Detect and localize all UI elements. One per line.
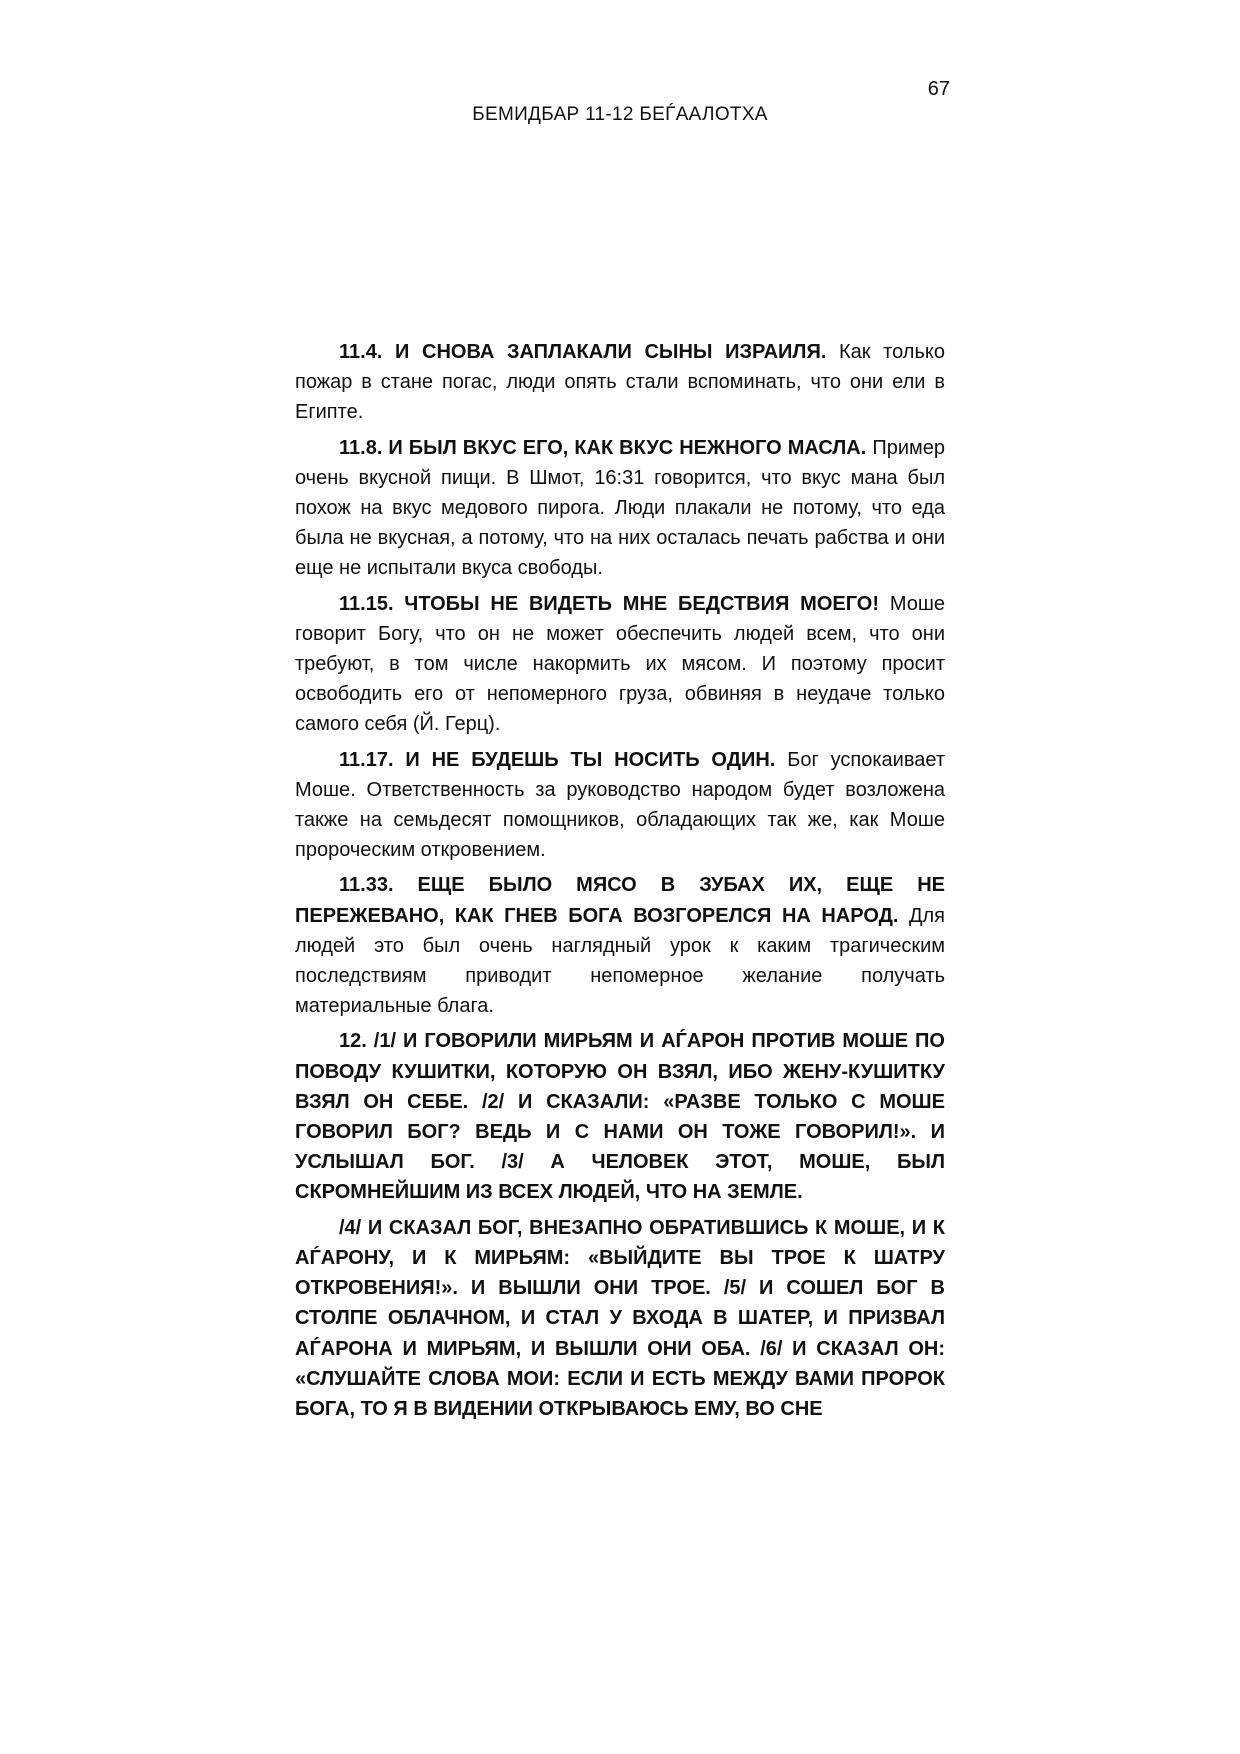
commentary-text: Как только пожар в стане погас, люди опять стали вспоминать, что они ели в Египте. <box>295 341 945 424</box>
verse-quote: 12. /1/ И ГОВОРИЛИ МИРЬЯМ И АЃАРОН ПРОТИВ МОШЕ ПО ПОВОДУ КУШИТКИ, КОТОРУЮ ОН ВЗЯЛ, ИБО ЖЕНУ-КУШИТКУ ВЗЯЛ ОН СЕБЕ. /2/ И СКАЗАЛИ: «РАЗВЕ ТОЛЬКО С МОШЕ ГОВОРИЛ БОГ? ВЕДЬ И С НАМИ ОН ТОЖЕ ГОВОРИЛ!». И УСЛЫШАЛ БОГ. /3/ А ЧЕЛОВЕК ЭТОТ, МОШЕ, БЫЛ СКРОМНЕЙШИМ ИЗ ВСЕХ ЛЮДЕЙ, ЧТО НА ЗЕМЛЕ. <box>295 1030 945 1204</box>
commentary-text: Для людей это был очень наглядный урок к каким трагическим последствиям приводит непомерное желание получать материальные блага. <box>295 904 945 1018</box>
commentary-text: Пример очень вкусной пищи. В Шмот, 16:31 говорится, что вкус мана был похож на вкус медового пирога. Люди плакали не потому, что еда была не вкусная, а потому, что на них осталась печать рабства и они еще не испытали вкуса свободы. <box>295 436 945 580</box>
verse-quote: 11.33. ЕЩЕ БЫЛО МЯСО В ЗУБАХ ИХ, ЕЩЕ НЕ ПЕРЕЖЕВАНО, КАК ГНЕВ БОГА ВОЗГОРЕЛСЯ НА НАРОД. <box>295 874 945 927</box>
commentary-text: Бог успокаивает Моше. Ответственность за руководство народом будет возложена также на семьдесят помощников, обладающих так же, как Моше пророческим откровением. <box>295 748 945 862</box>
verse-quote: 11.4. И СНОВА ЗАПЛАКАЛИ СЫНЫ ИЗРАИЛЯ. <box>339 341 827 363</box>
commentary-paragraph-11-4 <box>295 337 945 428</box>
scripture-paragraph-12-4 <box>295 1213 945 1424</box>
verse-quote: 11.17. И НЕ БУДЕШЬ ТЫ НОСИТЬ ОДИН. <box>339 748 776 771</box>
commentary-paragraph-11-33 <box>295 870 945 1021</box>
scripture-paragraph-12-1 <box>295 1026 945 1207</box>
commentary-paragraph-11-8 <box>295 433 945 584</box>
commentary-paragraph-11-15 <box>295 589 945 740</box>
verse-quote: 11.8. И БЫЛ ВКУС ЕГО, КАК ВКУС НЕЖНОГО МАСЛА. <box>339 436 867 459</box>
commentary-text: Моше говорит Богу, что он не может обеспечить людей всем, что они требуют, в том числе накормить их мясом. И поэтому просит освободить его от непомерного груза, обвиняя в неудаче только самого себя (Й. Герц). <box>295 592 945 736</box>
verse-quote: /4/ И СКАЗАЛ БОГ, ВНЕЗАПНО ОБРАТИВШИСЬ К МОШЕ, И К АЃАРОНУ, И К МИРЬЯМ: «ВЫЙДИТЕ ВЫ ТРОЕ К ШАТРУ ОТКРОВЕНИЯ!». И ВЫШЛИ ОНИ ТРОЕ. /5/ И СОШЕЛ БОГ В СТОЛПЕ ОБЛАЧНОМ, И СТАЛ У ВХОДА В ШАТЕР, И ПРИЗВАЛ АЃАРОНА И МИРЬЯМ, И ВЫШЛИ ОНИ ОБА. /6/ И СКАЗАЛ ОН: «СЛУШАЙТЕ СЛОВА МОИ: ЕСЛИ И ЕСТЬ МЕЖДУ ВАМИ ПРОРОК БОГА, ТО Я В ВИДЕНИИ ОТКРЫВАЮСЬ ЕМУ, ВО СНЕ <box>295 1216 945 1420</box>
verse-quote: 11.15. ЧТОБЫ НЕ ВИДЕТЬ МНЕ БЕДСТВИЯ МОЕГО! <box>339 592 880 615</box>
running-header: БЕМИДБАР 11-12 БЕЃААЛОТХА <box>472 104 768 125</box>
commentary-body <box>295 337 945 1424</box>
page-number: 67 <box>927 78 950 100</box>
commentary-paragraph-11-17 <box>295 745 945 866</box>
